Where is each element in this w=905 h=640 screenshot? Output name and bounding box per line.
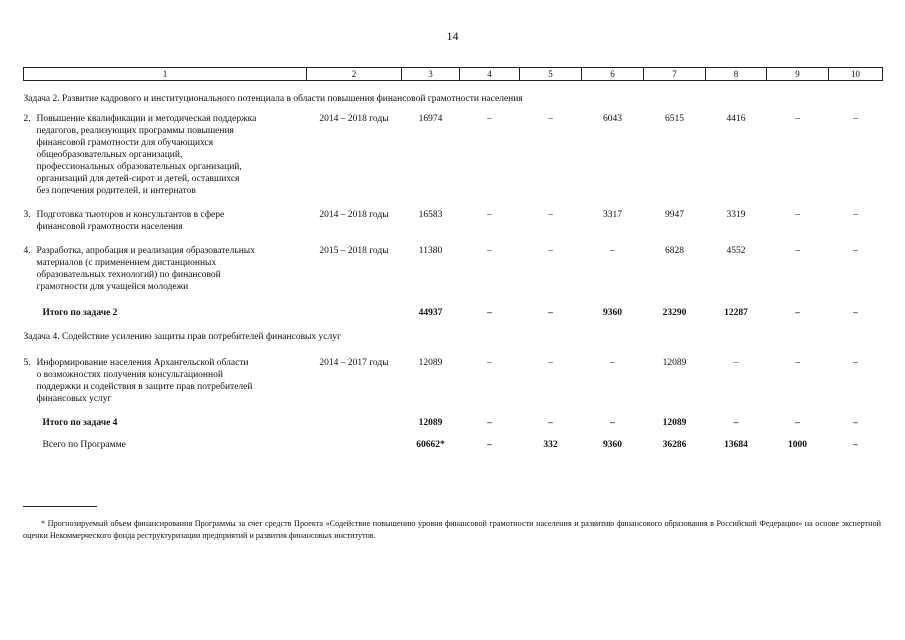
value-cell: – bbox=[487, 439, 492, 450]
value-cell: 3319 bbox=[726, 209, 746, 220]
value-cell: – bbox=[795, 113, 800, 124]
column-header: 4 bbox=[460, 68, 520, 81]
column-header: 7 bbox=[644, 68, 706, 81]
row-name: Подготовка тьюторов и консультантов в сфере финансовой грамотности населения bbox=[36, 209, 225, 232]
column-header: 6 bbox=[582, 68, 644, 81]
row-number: 5. bbox=[23, 357, 31, 368]
value-cell: 11380 bbox=[418, 245, 443, 256]
value-cell: – bbox=[610, 417, 615, 428]
column-header: 9 bbox=[767, 68, 829, 81]
value-cell: 9360 bbox=[603, 439, 622, 450]
task4-header-row bbox=[24, 331, 883, 343]
value-cell: – bbox=[548, 113, 553, 124]
total-task4-row bbox=[24, 417, 883, 429]
grand-total-row bbox=[24, 439, 883, 451]
period-cell: 2014 – 2017 годы bbox=[319, 357, 389, 368]
value-cell: – bbox=[795, 209, 800, 220]
value-cell: – bbox=[610, 357, 615, 368]
value-cell: 6828 bbox=[665, 245, 684, 256]
value-cell: 13684 bbox=[724, 439, 748, 450]
value-cell: 9360 bbox=[603, 307, 622, 318]
value-cell: 36286 bbox=[662, 439, 687, 450]
value-cell: – bbox=[795, 245, 800, 256]
value-cell: – bbox=[853, 209, 858, 220]
value-cell: 6515 bbox=[665, 113, 684, 124]
value-cell: – bbox=[853, 307, 858, 318]
value-cell: 332 bbox=[543, 439, 558, 450]
column-header: 8 bbox=[706, 68, 767, 81]
value-cell: 12089 bbox=[662, 357, 687, 368]
value-cell: – bbox=[853, 245, 858, 256]
value-cell: 44937 bbox=[418, 307, 443, 318]
column-header: 3 bbox=[402, 68, 460, 81]
value-cell: 12089 bbox=[662, 417, 687, 428]
total-label: Итого по задаче 2 bbox=[42, 307, 118, 318]
value-cell: – bbox=[548, 357, 553, 368]
column-header: 1 bbox=[24, 68, 307, 81]
task4-header: Задача 4. Содействие усилению защиты прав потребителей финансовых услуг bbox=[23, 331, 341, 342]
column-header: 5 bbox=[520, 68, 582, 81]
value-cell: – bbox=[548, 209, 553, 220]
value-cell: – bbox=[795, 417, 800, 428]
column-number-row bbox=[24, 68, 883, 81]
value-cell: – bbox=[487, 113, 492, 124]
value-cell: 3317 bbox=[603, 209, 622, 220]
page-number: 14 bbox=[446, 29, 459, 43]
value-cell: 9947 bbox=[665, 209, 684, 220]
value-cell: – bbox=[548, 307, 553, 318]
row-number: 3. bbox=[23, 209, 31, 220]
financing-table bbox=[23, 67, 883, 451]
table-row bbox=[24, 209, 883, 233]
value-cell: 12089 bbox=[418, 417, 443, 428]
value-cell: – bbox=[610, 245, 615, 256]
value-cell: 6043 bbox=[603, 113, 622, 124]
value-cell: 4552 bbox=[726, 245, 746, 256]
table-row bbox=[24, 357, 883, 405]
value-cell: 23290 bbox=[662, 307, 687, 318]
table-row bbox=[24, 113, 883, 197]
grand-total-label: Всего по Программе bbox=[42, 439, 126, 450]
value-cell: – bbox=[548, 417, 553, 428]
footnote-divider bbox=[23, 506, 97, 507]
value-cell: – bbox=[487, 209, 492, 220]
value-cell: – bbox=[795, 307, 800, 318]
row-number: 4. bbox=[23, 245, 31, 256]
table-row bbox=[24, 245, 883, 293]
column-header: 2 bbox=[307, 68, 402, 81]
value-cell: – bbox=[853, 113, 858, 124]
value-cell: 16583 bbox=[418, 209, 443, 220]
value-cell: – bbox=[487, 417, 492, 428]
period-cell: 2014 – 2018 годы bbox=[319, 113, 389, 124]
column-header: 10 bbox=[829, 68, 883, 81]
value-cell: 12287 bbox=[724, 307, 748, 318]
value-cell: 60662* bbox=[416, 439, 445, 450]
value-cell: 12089 bbox=[418, 357, 443, 368]
value-cell: 16974 bbox=[418, 113, 443, 124]
value-cell: – bbox=[853, 439, 858, 450]
task2-header-row bbox=[24, 93, 883, 105]
value-cell: – bbox=[733, 357, 739, 368]
value-cell: – bbox=[548, 245, 553, 256]
row-number: 2. bbox=[23, 113, 31, 124]
value-cell: – bbox=[487, 245, 492, 256]
value-cell: 4416 bbox=[726, 113, 746, 124]
total-label: Итого по задаче 4 bbox=[42, 417, 118, 428]
value-cell: – bbox=[853, 417, 858, 428]
value-cell: – bbox=[853, 357, 858, 368]
value-cell: – bbox=[487, 307, 492, 318]
footnote: * Прогнозируемый объем финансирования Программы за счет средств Проекта «Содействие повышению уровня финансовой грамотности населения и развитию финансового образования в Российской Федерации» на основе экспертной оценки Некоммерческого фонда реструктуризации предприятий и развития финансовых институтов. bbox=[23, 519, 881, 540]
value-cell: 1000 bbox=[788, 439, 807, 450]
row-name: Повышение квалификации и методическая поддержка педагогов, реализующих программы повышения финансовой грамотности для обучающихся общеобразовательных организаций, профессиональных образовательных организаций, организаций для детей-сирот и детей, оставшихся без попечения родителей, и интернатов bbox=[36, 113, 257, 196]
value-cell: – bbox=[795, 357, 800, 368]
value-cell: – bbox=[733, 417, 739, 428]
task2-header: Задача 2. Развитие кадрового и институционального потенциала в области повышения финансовой грамотности населения bbox=[23, 93, 523, 104]
period-cell: 2014 – 2018 годы bbox=[319, 209, 389, 220]
total-task2-row bbox=[24, 307, 883, 319]
value-cell: – bbox=[487, 357, 492, 368]
period-cell: 2015 – 2018 годы bbox=[319, 245, 389, 256]
row-name: Информирование населения Архангельской области о возможностях получения консультационной поддержки и содействия в защите прав потребителей финансовых услуг bbox=[36, 357, 253, 404]
row-name: Разработка, апробация и реализация образовательных материалов (с применением дистанционных образовательных технологий) по финансовой грамотности для учащейся молодежи bbox=[36, 245, 255, 292]
